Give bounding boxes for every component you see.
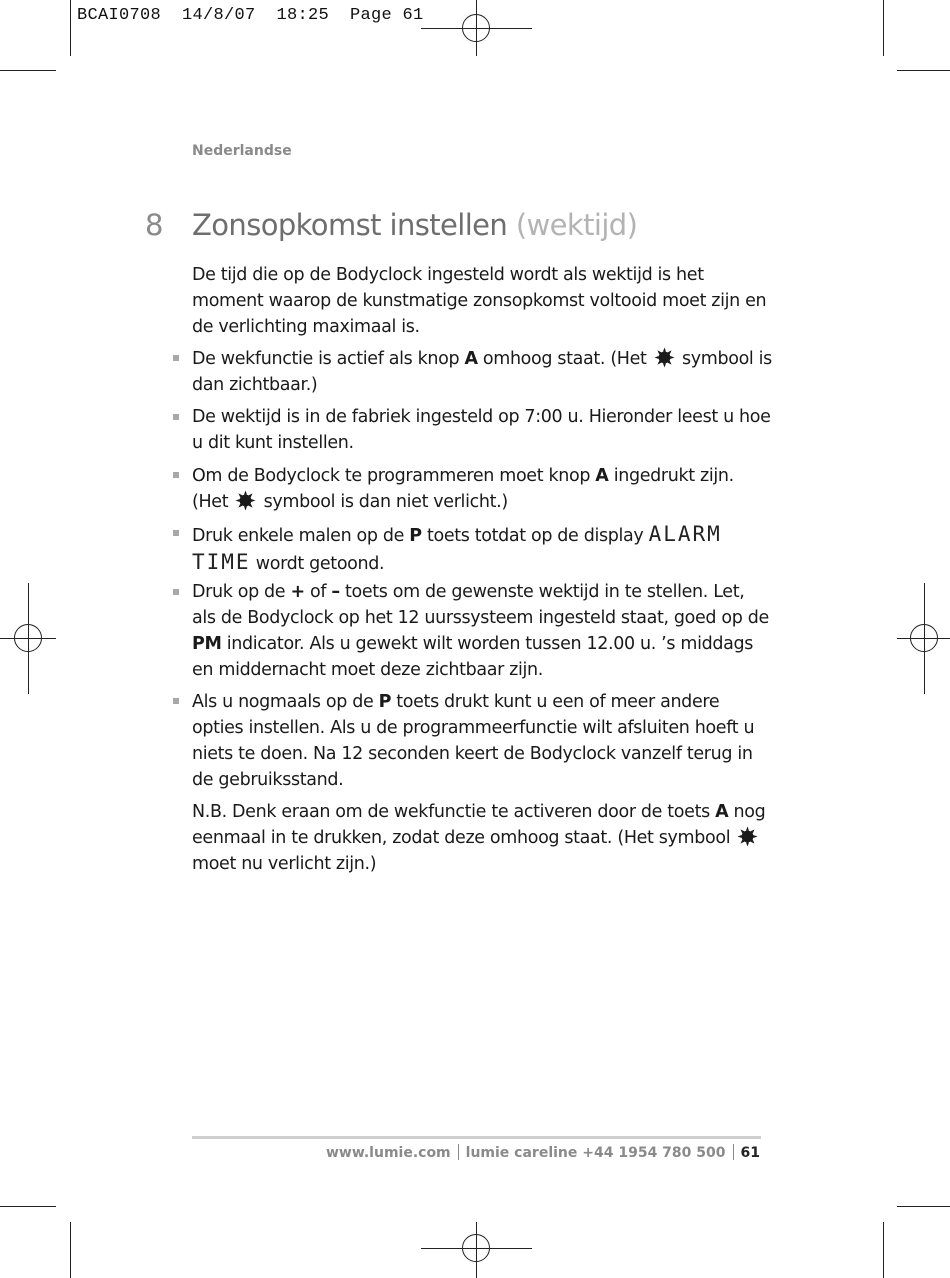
bullet-4-text-c: wordt getoond. bbox=[250, 554, 385, 574]
footer-careline: lumie careline +44 1954 780 500 bbox=[465, 1145, 726, 1161]
bullet-marker bbox=[173, 472, 179, 478]
sun-symbol-icon bbox=[654, 347, 675, 368]
bullet-marker bbox=[173, 355, 179, 361]
bullet-6-key-a: P bbox=[378, 692, 392, 712]
intro-paragraph bbox=[192, 262, 772, 340]
footer-rule bbox=[192, 1136, 761, 1139]
bullet-2-text: De wektijd is in de fabriek ingesteld op 7:00 u. Hieronder leest u hoe u dit kunt instellen. bbox=[192, 407, 771, 453]
bullet-item-5 bbox=[192, 579, 772, 683]
footer-website-link[interactable]: www.lumie.com bbox=[325, 1145, 451, 1161]
bullet-marker bbox=[173, 589, 179, 595]
language-header: Nederlandse bbox=[192, 143, 292, 159]
bullet-4-key-a: P bbox=[409, 526, 422, 546]
bullet-5-text-b: of bbox=[304, 582, 332, 602]
bullet-1-text-c: symbool is dan zichtbaar.) bbox=[192, 349, 772, 395]
bullet-6-text-a: Als u nogmaals op de bbox=[192, 692, 379, 712]
bullet-1-text-a: De wekfunctie is actief als knop bbox=[192, 349, 465, 369]
sun-symbol-icon bbox=[235, 490, 256, 511]
bullet-3-key-a: A bbox=[595, 466, 609, 486]
bullet-item-3 bbox=[192, 463, 772, 515]
note-text-c: moet nu verlicht zijn.) bbox=[192, 854, 377, 874]
page-footer bbox=[326, 1144, 760, 1161]
bullet-5-key-pm: PM bbox=[192, 634, 222, 654]
bullet-5-text-a: Druk op de bbox=[192, 582, 291, 602]
section-subtitle: (wektijd) bbox=[515, 208, 638, 242]
lcd-display-text-alarm: ALARM bbox=[648, 522, 722, 546]
sun-symbol-icon bbox=[737, 826, 758, 847]
footer-divider bbox=[733, 1144, 734, 1160]
intro-text: De tijd die op de Bodyclock ingesteld wordt als wektijd is het moment waarop de kunstmatige zonsopkomst voltooid moet zijn en de verlichting maximaal is. bbox=[192, 265, 767, 337]
bullet-1-key-a: A bbox=[464, 349, 478, 369]
bullet-5-key-minus: – bbox=[331, 582, 340, 602]
bullet-6-text-b: toets drukt kunt u een of meer andere opties instellen. Als u de programmeerfunctie wilt afsluiten hoeft u niets te doen. Na 12 seconden keert de Bodyclock vanzelf terug in de gebruiksstand. bbox=[192, 692, 755, 790]
bullet-3-text-c: symbool is dan niet verlicht.) bbox=[258, 492, 508, 512]
lcd-display-text-time: TIME bbox=[192, 550, 251, 574]
bullet-item-4 bbox=[192, 521, 772, 577]
section-title bbox=[192, 208, 637, 242]
bullet-marker bbox=[173, 530, 179, 536]
bullet-5-key-plus: + bbox=[290, 582, 305, 602]
page-number: 61 bbox=[740, 1145, 760, 1161]
print-slug: BCAI0708 14/8/07 18:25 Page 61 bbox=[77, 6, 424, 25]
bullet-5-text-d: indicator. Als u gewekt wilt worden tussen 12.00 u. ’s middags en middernacht moet deze zichtbaar zijn. bbox=[192, 634, 753, 680]
section-title-main: Zonsopkomst instellen bbox=[192, 208, 508, 242]
bullet-item-1 bbox=[192, 346, 772, 398]
bullet-3-text-b: ingedrukt zijn. (Het bbox=[192, 466, 734, 512]
note-text-a: N.B. Denk eraan om de wekfunctie te activeren door de toets bbox=[192, 802, 716, 822]
bullet-item-2 bbox=[192, 404, 772, 456]
bullet-1-text-b: omhoog staat. (Het bbox=[477, 349, 652, 369]
bullet-4-text-b: toets totdat op de display bbox=[421, 526, 649, 546]
footer-divider bbox=[458, 1144, 459, 1160]
bullet-3-text-a: Om de Bodyclock te programmeren moet knop bbox=[192, 466, 596, 486]
bullet-marker bbox=[173, 414, 179, 420]
note-text-b: nog eenmaal in te drukken, zodat deze omhoog staat. (Het symbool bbox=[192, 802, 766, 848]
bullet-5-text-c: toets om de gewenste wektijd in te stellen. Let, als de Bodyclock op het 12 uurssysteem ingesteld staat, goed op de bbox=[192, 582, 769, 628]
note-paragraph bbox=[192, 799, 772, 877]
bullet-4-text-a: Druk enkele malen op de bbox=[192, 526, 410, 546]
bullet-marker bbox=[173, 698, 179, 704]
bullet-item-6 bbox=[192, 689, 772, 793]
note-key-a: A bbox=[715, 802, 729, 822]
section-number: 8 bbox=[145, 208, 164, 242]
